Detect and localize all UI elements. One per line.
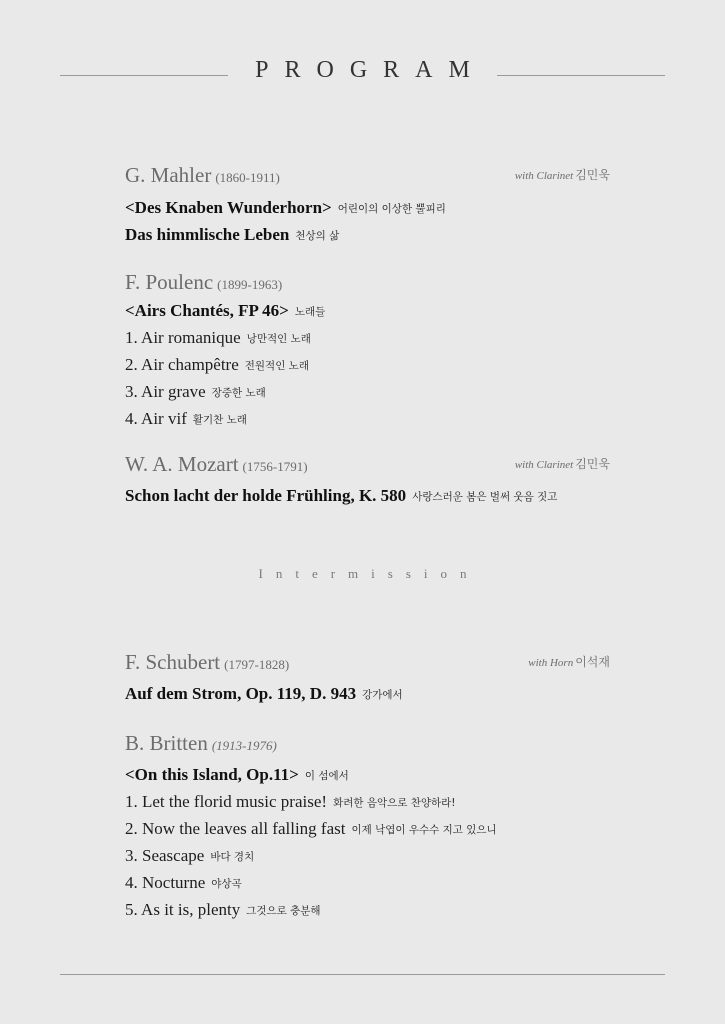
- work-title-text: <Airs Chantés, FP 46>: [125, 301, 289, 320]
- work-title-korean: 사랑스러운 봄은 벌써 웃음 짓고: [412, 491, 558, 503]
- movement-title: 1. Air romanique: [125, 328, 241, 347]
- work-title-text: Auf dem Strom, Op. 119, D. 943: [125, 684, 357, 703]
- program-section-mahler: [125, 163, 615, 249]
- header-rule-left: [60, 75, 228, 76]
- work-title-text: Schon lacht der holde Frühling, K. 580: [125, 486, 407, 505]
- movement-korean: 바다 경치: [210, 851, 255, 863]
- performer-name: 이석재: [575, 655, 610, 669]
- composer-years: (1860-1911): [215, 170, 280, 185]
- composer-name: W. A. Mozart: [125, 452, 239, 476]
- performer-credit: [515, 167, 610, 184]
- composer-name: F. Poulenc: [125, 270, 214, 294]
- performer-credit: [528, 654, 610, 671]
- movement-title: 1. Let the florid music praise!: [125, 792, 328, 811]
- work-title-korean: 이 섬에서: [304, 770, 349, 782]
- movement-item: [125, 897, 615, 924]
- work-title-korean: 노래들: [294, 306, 326, 318]
- work-title-text: <On this Island, Op.11>: [125, 765, 299, 784]
- movement-korean: 이제 낙엽이 우수수 지고 있으니: [351, 824, 497, 836]
- program-section-mozart: [125, 452, 615, 510]
- movement-korean: 전원적인 노래: [244, 360, 309, 372]
- composer-years: (1756-1791): [242, 459, 308, 474]
- movement-title: 4. Nocturne: [125, 873, 206, 892]
- composer-years: (1797-1828): [224, 657, 290, 672]
- movement-korean: 활기찬 노래: [192, 414, 247, 426]
- movement-korean: 야상곡: [211, 878, 242, 890]
- movement-korean: 그것으로 충분해: [246, 905, 321, 917]
- movement-item: [125, 843, 615, 870]
- header-rule-right: [497, 75, 665, 76]
- composer-line: [125, 452, 615, 478]
- composer-line: [125, 163, 615, 189]
- work-title: [125, 195, 615, 222]
- performer-instrument: with Horn: [528, 657, 574, 669]
- work-title-korean: 어린이의 이상한 뿔피리: [337, 203, 446, 215]
- work-title-text: Das himmlische Leben: [125, 225, 290, 244]
- program-section-schubert: [125, 650, 615, 708]
- work-title-korean: 강가에서: [362, 689, 403, 701]
- performer-credit: [515, 456, 610, 473]
- movement-korean: 화려한 음악으로 찬양하라!: [333, 797, 456, 809]
- composer-name: G. Mahler: [125, 163, 212, 187]
- movement-item: [125, 325, 615, 352]
- work-title-korean: 천상의 삶: [295, 230, 340, 242]
- performer-instrument: with Clarinet: [514, 459, 574, 471]
- movement-title: 2. Air champêtre: [125, 355, 239, 374]
- program-header: [60, 56, 665, 86]
- movement-item: [125, 789, 615, 816]
- movement-title: 4. Air vif: [125, 409, 187, 428]
- composer-line: [125, 650, 615, 676]
- work-title-text: <Des Knaben Wunderhorn>: [125, 198, 332, 217]
- movement-item: [125, 352, 615, 379]
- movement-korean: 장중한 노래: [211, 387, 266, 399]
- movement-title: 5. As it is, plenty: [125, 900, 241, 919]
- performer-instrument: with Clarinet: [514, 170, 574, 182]
- work-title: [125, 298, 615, 325]
- movement-title: 3. Seascape: [125, 846, 205, 865]
- intermission-label: Intermission: [258, 566, 480, 581]
- composer-name: B. Britten: [125, 731, 208, 755]
- performer-name: 김민욱: [575, 168, 610, 182]
- composer-line: [125, 270, 615, 296]
- work-title: [125, 762, 615, 789]
- performer-name: 김민욱: [575, 457, 610, 471]
- program-section-poulenc: [125, 270, 615, 433]
- work-title: [125, 222, 615, 249]
- movement-korean: 낭만적인 노래: [246, 333, 311, 345]
- program-section-britten: [125, 731, 615, 924]
- composer-line: [125, 731, 615, 757]
- movement-item: [125, 406, 615, 433]
- work-title: [125, 483, 615, 510]
- composer-name: F. Schubert: [125, 650, 221, 674]
- movement-title: 2. Now the leaves all falling fast: [125, 819, 346, 838]
- page-title: PROGRAM: [255, 57, 486, 83]
- composer-years: (1899-1963): [217, 277, 283, 292]
- footer-rule: [60, 974, 665, 975]
- movement-item: [125, 816, 615, 843]
- work-title: [125, 681, 615, 708]
- movement-item: [125, 870, 615, 897]
- movement-item: [125, 379, 615, 406]
- composer-years: (1913-1976): [211, 738, 277, 753]
- movement-title: 3. Air grave: [125, 382, 206, 401]
